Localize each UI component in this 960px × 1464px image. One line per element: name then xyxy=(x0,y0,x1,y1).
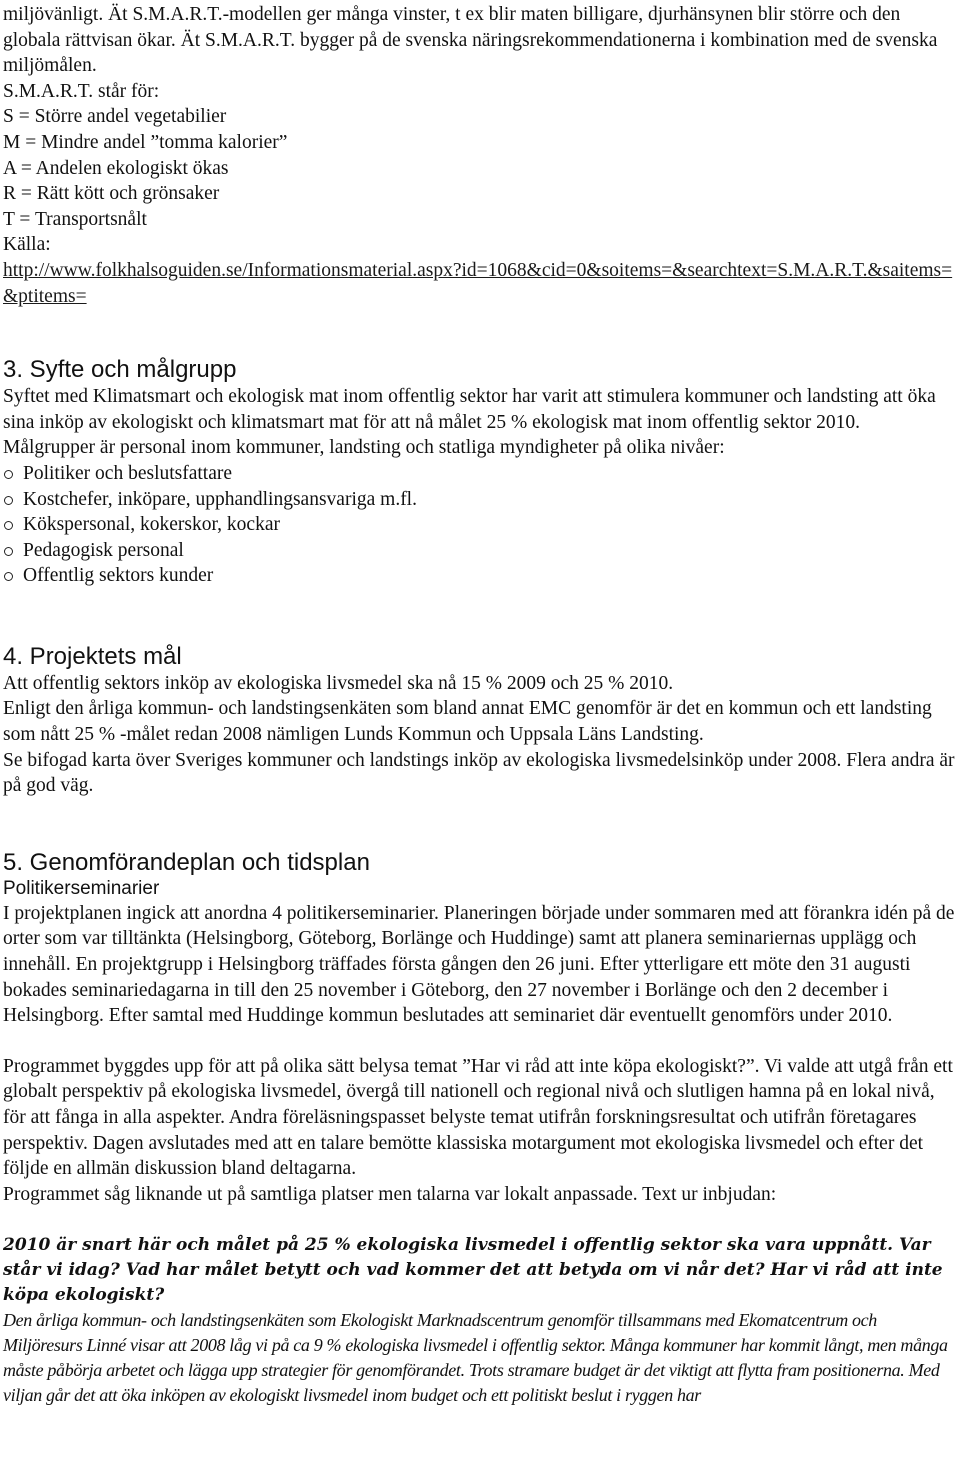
circle-bullet-icon xyxy=(4,496,13,505)
list-item: Offentlig sektors kunder xyxy=(3,563,955,589)
spacer xyxy=(3,589,955,643)
source-link[interactable]: http://www.folkhalsoguiden.se/Informationsmaterial.aspx?id=1068&cid=0&soitems=&searchtext=S.M.A.R.T.&saitems=&ptitems= xyxy=(3,259,953,307)
goal-paragraph-3: Se bifogad karta över Sveriges kommuner och landstings inköp av ekologiska livsmedelsinköp under 2008. Flera andra är på god väg. xyxy=(3,749,955,797)
plan-paragraph-1: I projektplanen ingick att anordna 4 politikerseminarier. Planeringen började under sommaren med att förankra idén på de orter som var tilltänkta (Helsingborg, Göteborg, Borlänge och Huddinge) samt att planera seminariernas upplägg och innehåll. En projektgrupp i Helsingborg träffades första gången den 26 juni. Efter ytterligare ett möte den 31 augusti bokades seminariedagarna in till den 25 november i Göteborg, den 27 november i Borlänge och den 2 december i Helsingborg. Efter samtal med Huddinge kommun beslutades att seminariet där eventuellt genomförs under 2010. xyxy=(3,902,955,1027)
smart-item-m: M = Mindre andel ”tomma kalorier” xyxy=(3,131,288,153)
smart-item-s: S = Större andel vegetabilier xyxy=(3,106,227,128)
plan-paragraph-2: Programmet byggdes upp för att på olika sätt belysa temat ”Har vi råd att inte köpa ekologiskt?”. Vi valde att utgå från ett globalt perspektiv på ekologiska livsmedel, övergå till nationell och regional nivå och slutligen hamna på en lokal nivå, för att fånga in alla aspekter. Andra föreläsningspasset belyste temat utifrån forskningsresultat och utifrån företagares perspektiv. Dagen avslutades med att en talare bemötte klassiska motargument mot ekologiska livsmedel och efter det följde en allmän diskussion bland deltagarna. xyxy=(3,1055,953,1180)
section-implementation-plan xyxy=(3,849,955,1409)
section-3-title: 3. Syfte och målgrupp xyxy=(3,356,237,384)
spacer xyxy=(3,1029,955,1054)
section-5-subtitle: Politikerseminarier xyxy=(3,877,160,899)
spacer xyxy=(3,1207,955,1233)
list-item: Kostchefer, inköpare, upphandlingsansvariga m.fl. xyxy=(3,487,955,513)
invitation-italic-text: Den årliga kommun- och landstingsenkäten som Ekologiskt Marknadscentrum genomför tillsammans med Ekomatcentrum och Miljöresurs Linné visar att 2008 låg vi på ca 9 % ekologiska livsmedel i offentlig sektor. Många kommuner har kommit långt, men många måste påbörja arbetet och lägga upp strategier för genomförandet. Trots stramare budget är det viktigt att flytta fram positionerna. Med viljan går det att öka inköpen av ekologiskt livsmedel inom budget och ett politiskt beslut i ryggen har xyxy=(3,1310,948,1406)
section-purpose-target-group xyxy=(3,356,955,589)
smart-acronym-list xyxy=(3,79,955,309)
smart-heading: S.M.A.R.T. står för: xyxy=(3,80,160,102)
document-page xyxy=(3,0,955,1408)
smart-item-r: R = Rätt kött och grönsaker xyxy=(3,183,220,205)
plan-paragraph-3: Programmet såg liknande ut på samtliga platser men talarna var lokalt anpassade. Text ur inbjudan: xyxy=(3,1183,777,1205)
goal-paragraph-1: Att offentlig sektors inköp av ekologiska livsmedel ska nå 15 % 2009 och 25 % 2010. xyxy=(3,672,674,694)
purpose-paragraph: Syftet med Klimatsmart och ekologisk mat inom offentlig sektor har varit att stimulera kommuner och landsting att öka sina inköp av ekologiskt och klimatsmart mat för att nå målet 25 % ekologisk mat inom offentlig sektor 2010. xyxy=(3,386,936,433)
smart-item-a: A = Andelen ekologiskt ökas xyxy=(3,157,229,179)
source-label: Källa: xyxy=(3,234,51,256)
list-item: Pedagogisk personal xyxy=(3,538,955,564)
section-project-goals xyxy=(3,643,955,799)
circle-bullet-icon xyxy=(4,547,13,556)
target-groups-list xyxy=(3,461,955,589)
circle-bullet-icon xyxy=(4,572,13,581)
smart-item-t: T = Transportsnålt xyxy=(3,208,147,230)
goal-paragraph-2: Enligt den årliga kommun- och landstingsenkäten som bland annat EMC genomför är det en kommun och ett landsting som nått 25 % -målet redan 2008 nämligen Lunds Kommun och Uppsala Läns Landsting. xyxy=(3,698,932,746)
spacer xyxy=(3,309,955,356)
circle-bullet-icon xyxy=(4,470,13,479)
invitation-bold-text: 2010 är snart här och målet på 25 % ekologiska livsmedel i offentlig sektor ska vara uppnått. Var står vi idag? Vad har målet betytt och vad kommer det att betyda om vi når det? Har vi råd att inte köpa ekologiskt? xyxy=(3,1235,943,1306)
section-5-title: 5. Genomförandeplan och tidsplan xyxy=(3,848,370,876)
section-4-title: 4. Projektets mål xyxy=(3,642,182,670)
list-item: Politiker och beslutsfattare xyxy=(3,461,955,487)
intro-paragraph: miljövänligt. Ät S.M.A.R.T.-modellen ger många vinster, t ex blir maten billigare, djurhänsynen blir större och den globala rättvisan ökar. Ät S.M.A.R.T. bygger på de svenska näringsrekommendationerna i kombination med de svenska miljömålen. xyxy=(3,4,938,77)
list-item: Kökspersonal, kokerskor, kockar xyxy=(3,512,955,538)
spacer xyxy=(3,799,955,849)
circle-bullet-icon xyxy=(4,521,13,530)
target-groups-intro: Målgrupper är personal inom kommuner, landsting och statliga myndigheter på olika nivåer: xyxy=(3,437,725,459)
